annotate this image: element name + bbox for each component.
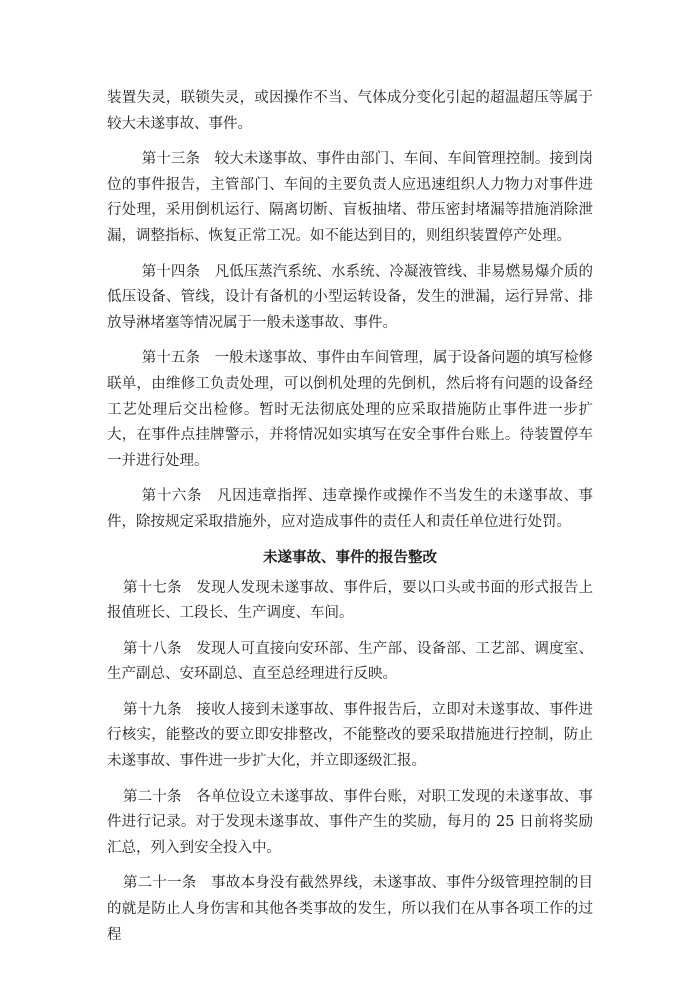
- paragraph-article-15: 第十五条 一般未遂事故、事件由车间管理，属于设备问题的填写检修联单，由维修工负责处理，可以倒机处理的先倒机，然后将有问题的设备经工艺处理后交出检修。暂时无法彻底处理的应采取措施防止事件进一步扩大，在事件点挂牌警示，并将情况如实填写在安全事件台账上。待装置停车一并进行处理。: [107, 350, 593, 469]
- paragraph-continuation: 装置失灵，联锁失灵，或因操作不当、气体成分变化引起的超温超压等属于较大未遂事故、事件。: [107, 90, 593, 132]
- paragraph-article-20: 第二十条 各单位设立未遂事故、事件台账，对职工发现的未遂事故、事件进行记录。对于发现未遂事故、事件产生的奖励，每月的 25 日前将奖励汇总，列入到安全投入中。: [107, 788, 593, 856]
- paragraph-article-14: 第十四条 凡低压蒸汽系统、水系统、冷凝液管线、非易燃易爆介质的低压设备、管线，设计有备机的小型运转设备，发生的泄漏，运行异常、排放导淋堵塞等情况属于一般未遂事故、事件。: [107, 263, 593, 331]
- paragraph-article-13: 第十三条 较大未遂事故、事件由部门、车间、车间管理控制。接到岗位的事件报告，主管部门、车间的主要负责人应迅速组织人力物力对事件进行处理，采用倒机运行、隔离切断、盲板抽堵、带压密封堵漏等措施消除泄漏，调整指标、恢复正常工况。如不能达到目的，则组织装置停产处理。: [107, 151, 593, 244]
- section-heading: 未遂事故、事件的报告整改: [263, 549, 437, 566]
- paragraph-article-17: 第十七条 发现人发现未遂事故、事件后，要以口头或书面的形式报告上报值班长、工段长、生产调度、车间。: [107, 579, 593, 622]
- paragraph-article-16: 第十六条 凡因违章指挥、违章操作或操作不当发生的未遂事故、事件，除按规定采取措施外，应对造成事件的责任人和责任单位进行处罚。: [107, 488, 593, 530]
- paragraph-article-18: 第十八条 发现人可直接向安环部、生产部、设备部、工艺部、调度室、生产副总、安环副总、直至总经理进行反映。: [107, 640, 593, 683]
- paragraph-article-19: 第十九条 接收人接到未遂事故、事件报告后，立即对未遂事故、事件进行核实，能整改的要立即安排整改，不能整改的要采取措施进行控制，防止未遂事故、事件进一步扩大化，并立即逐级汇报。: [107, 701, 593, 770]
- paragraph-article-21: 第二十一条 事故本身没有截然界线，未遂事故、事件分级管理控制的目的就是防止人身伤害和其他各类事故的发生，所以我们在从事各项工作的过程: [107, 875, 593, 943]
- document-body: [107, 86, 593, 958]
